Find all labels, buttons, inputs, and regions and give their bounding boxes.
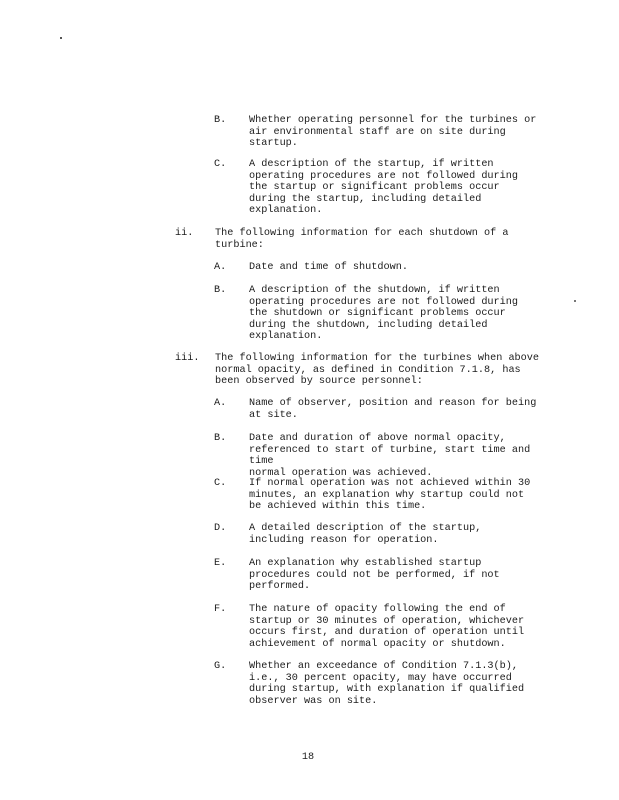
scan-speck <box>574 300 576 302</box>
page-number: 18 <box>301 752 315 763</box>
item-text: Whether operating personnel for the turbines or air environmental staff are on site during startup. <box>249 115 537 150</box>
item-label: F. <box>214 604 227 615</box>
item-label: B. <box>214 285 227 296</box>
scan-speck <box>60 37 62 39</box>
item-text: Date and time of shutdown. <box>249 262 408 273</box>
item-text: A detailed description of the startup, including reason for operation. <box>249 523 482 546</box>
item-label: E. <box>214 558 227 569</box>
item-text: A description of the shutdown, if written operating procedures are not followed during the shutdown or significant problems occur during the shutdown, including detailed explanation. <box>249 285 518 343</box>
item-text: The nature of opacity following the end of startup or 30 minutes of operation, whichever occurs first, and duration of operation until achievement of normal opacity or shutdown. <box>249 604 525 650</box>
item-text: The following information for the turbines when above normal opacity, as defined in Condition 7.1.8, has been observed by source personnel: <box>215 353 540 388</box>
item-label: C. <box>214 478 227 489</box>
item-label: G. <box>214 661 227 672</box>
item-label: B. <box>214 433 227 444</box>
item-text: The following information for each shutdown of a turbine: <box>215 228 509 251</box>
item-label: C. <box>214 159 227 170</box>
item-label: A. <box>214 398 227 409</box>
item-text: Whether an exceedance of Condition 7.1.3(b), i.e., 30 percent opacity, may have occurred during startup, with explanation if qualified observer was on site. <box>249 661 525 707</box>
item-label: ii. <box>175 228 194 239</box>
item-label: A. <box>214 262 227 273</box>
item-label: iii. <box>175 353 200 364</box>
item-text: Name of observer, position and reason for being at site. <box>249 398 537 421</box>
item-text: An explanation why established startup procedures could not be performed, if not performed. <box>249 558 500 593</box>
item-text: Date and duration of above normal opacity, referenced to start of turbine, start time and time normal operation was achieved. <box>249 433 531 479</box>
item-label: B. <box>214 115 227 126</box>
item-text: If normal operation was not achieved within 30 minutes, an explanation why startup could not be achieved within this time. <box>249 478 531 513</box>
item-label: D. <box>214 523 227 534</box>
item-text: A description of the startup, if written operating procedures are not followed during the startup or significant problems occur during the startup, including detailed explanation. <box>249 159 518 217</box>
